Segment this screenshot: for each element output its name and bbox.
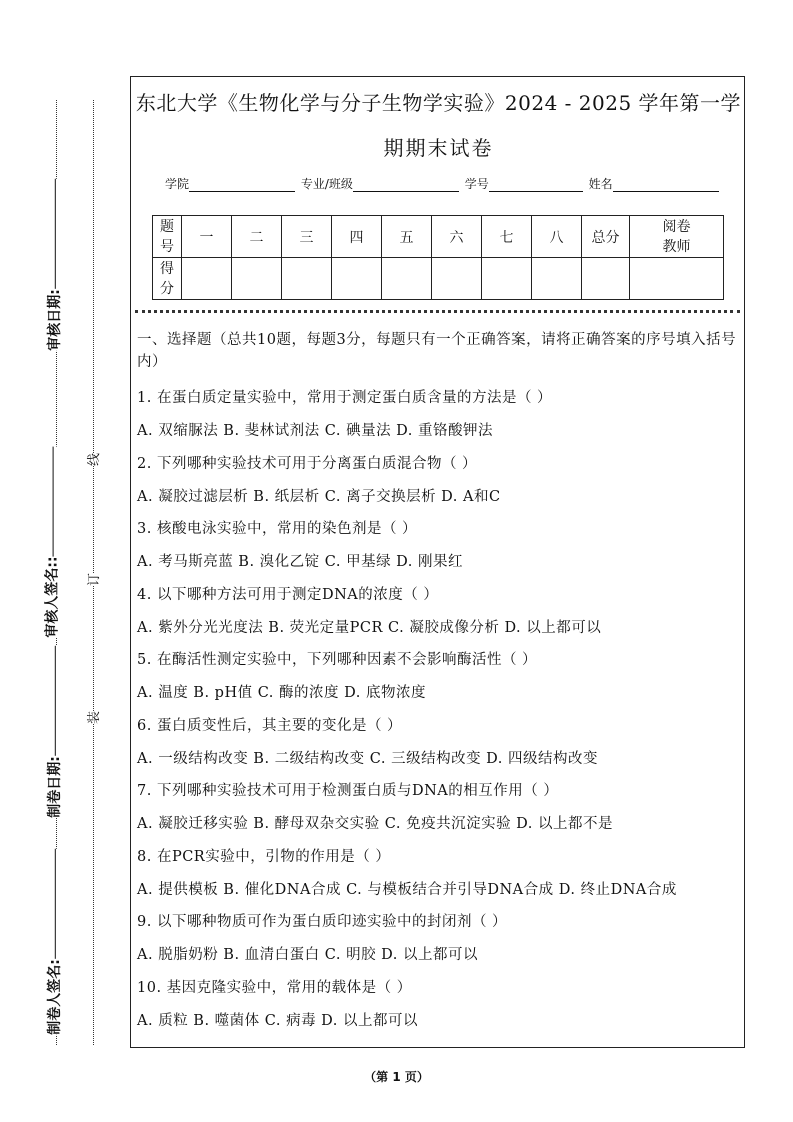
score-table bbox=[152, 215, 724, 300]
options-3: A. 考马斯亮蓝 B. 溴化乙锭 C. 甲基绿 D. 刚果红 bbox=[137, 554, 464, 570]
question-1: 1. 在蛋白质定量实验中，常用于测定蛋白质含量的方法是（ ） bbox=[137, 390, 553, 406]
section-1-heading: 一、选择题（总共10题，每题3分，每题只有一个正确答案，请将正确答案的序号填入括号内） bbox=[137, 332, 737, 370]
name-label: 姓名 bbox=[588, 177, 613, 191]
bind-mark-ding: 订 bbox=[81, 573, 104, 586]
question-3: 3. 核酸电泳实验中，常用的染色剂是（ ） bbox=[137, 521, 418, 537]
score-cell[interactable] bbox=[382, 258, 432, 300]
options-8: A. 提供模板 B. 催化DNA合成 C. 与模板结合并引导DNA合成 D. 终止DNA合成 bbox=[137, 882, 677, 898]
college-input[interactable] bbox=[189, 179, 295, 192]
bind-mark-line: 线 bbox=[81, 453, 104, 466]
score-table-header-row bbox=[153, 216, 724, 258]
col-grader-label: 阅卷教师 bbox=[662, 218, 691, 255]
exam-frame bbox=[130, 76, 745, 1048]
make-date-label: 制卷日期: bbox=[46, 756, 63, 818]
student-info-row bbox=[165, 175, 721, 192]
score-total-cell[interactable] bbox=[582, 258, 630, 300]
col-4: 四 bbox=[332, 216, 382, 258]
question-5: 5. 在酶活性测定实验中，下列哪种因素不会影响酶活性（ ） bbox=[137, 652, 538, 668]
exam-title: 东北大学《生物化学与分子生物学实验》2024 - 2025 学年第一学 bbox=[135, 91, 742, 115]
question-7: 7. 下列哪种实验技术可用于检测蛋白质与DNA的相互作用（ ） bbox=[137, 783, 559, 799]
options-10: A. 质粒 B. 噬菌体 C. 病毒 D. 以上都可以 bbox=[137, 1013, 419, 1029]
major-input[interactable] bbox=[353, 179, 459, 192]
header-question-label: 题号 bbox=[160, 218, 174, 255]
review-date-field bbox=[42, 179, 66, 351]
col-2: 二 bbox=[232, 216, 282, 258]
col-6: 六 bbox=[432, 216, 482, 258]
options-5: A. 温度 B. pH值 C. 酶的浓度 D. 底物浓度 bbox=[137, 685, 426, 701]
grader-sign-cell[interactable] bbox=[630, 258, 724, 300]
page-number: （第 1 页） bbox=[364, 1070, 429, 1084]
col-grader-cell bbox=[630, 216, 724, 258]
header-score-label: 得分 bbox=[160, 260, 174, 297]
student-id-label: 学号 bbox=[464, 177, 489, 191]
score-cell[interactable] bbox=[432, 258, 482, 300]
score-cell[interactable] bbox=[232, 258, 282, 300]
col-1: 一 bbox=[182, 216, 232, 258]
reviewer-sign-blank[interactable] bbox=[52, 446, 54, 556]
make-date-blank[interactable] bbox=[54, 646, 56, 756]
reviewer-sign-label: 审核人签名:: bbox=[44, 556, 61, 638]
maker-sign-blank[interactable] bbox=[54, 849, 56, 959]
exam-subtitle: 期期末试卷 bbox=[383, 136, 494, 160]
score-cell[interactable] bbox=[282, 258, 332, 300]
maker-sign-field bbox=[42, 849, 66, 1035]
score-cell[interactable] bbox=[482, 258, 532, 300]
question-4: 4. 以下哪种方法可用于测定DNA的浓度（ ） bbox=[137, 587, 439, 603]
major-label: 专业/班级 bbox=[300, 177, 353, 191]
options-1: A. 双缩脲法 B. 斐林试剂法 C. 碘量法 D. 重铬酸钾法 bbox=[137, 423, 494, 439]
college-label: 学院 bbox=[165, 177, 190, 191]
reviewer-sign-field bbox=[40, 446, 64, 637]
col-total: 总分 bbox=[582, 216, 630, 258]
question-6: 6. 蛋白质变性后，其主要的变化是（ ） bbox=[137, 718, 403, 734]
score-cell[interactable] bbox=[332, 258, 382, 300]
question-8: 8. 在PCR实验中，引物的作用是（ ） bbox=[137, 849, 391, 865]
score-table-score-row bbox=[153, 258, 724, 300]
question-10: 10. 基因克隆实验中，常用的载体是（ ） bbox=[137, 980, 412, 996]
question-2: 2. 下列哪种实验技术可用于分离蛋白质混合物（ ） bbox=[137, 456, 478, 472]
col-3: 三 bbox=[282, 216, 332, 258]
maker-sign-label: 制卷人签名: bbox=[46, 959, 63, 1035]
header-question-cell bbox=[153, 216, 182, 258]
options-2: A. 凝胶过滤层析 B. 纸层析 C. 离子交换层析 D. A和C bbox=[137, 489, 501, 505]
student-id-input[interactable] bbox=[489, 179, 583, 192]
col-8: 八 bbox=[532, 216, 582, 258]
col-7: 七 bbox=[482, 216, 532, 258]
bind-mark-zhuang: 装 bbox=[81, 711, 104, 724]
make-date-field bbox=[42, 646, 66, 818]
section-separator bbox=[135, 310, 740, 313]
header-score-cell bbox=[153, 258, 182, 300]
options-6: A. 一级结构改变 B. 二级结构改变 C. 三级结构改变 D. 四级结构改变 bbox=[137, 751, 599, 767]
options-7: A. 凝胶迁移实验 B. 酵母双杂交实验 C. 免疫共沉淀实验 D. 以上都不是 bbox=[137, 816, 614, 832]
review-date-blank[interactable] bbox=[54, 179, 56, 289]
question-9: 9. 以下哪种物质可作为蛋白质印迹实验中的封闭剂（ ） bbox=[137, 914, 508, 930]
review-date-label: 审核日期: bbox=[46, 289, 63, 351]
options-9: A. 脱脂奶粉 B. 血清白蛋白 C. 明胶 D. 以上都可以 bbox=[137, 947, 479, 963]
options-4: A. 紫外分光光度法 B. 荧光定量PCR C. 凝胶成像分析 D. 以上都可以 bbox=[137, 620, 602, 636]
name-input[interactable] bbox=[613, 179, 719, 192]
score-cell[interactable] bbox=[182, 258, 232, 300]
score-cell[interactable] bbox=[532, 258, 582, 300]
col-5: 五 bbox=[382, 216, 432, 258]
binding-margin bbox=[0, 0, 120, 1122]
